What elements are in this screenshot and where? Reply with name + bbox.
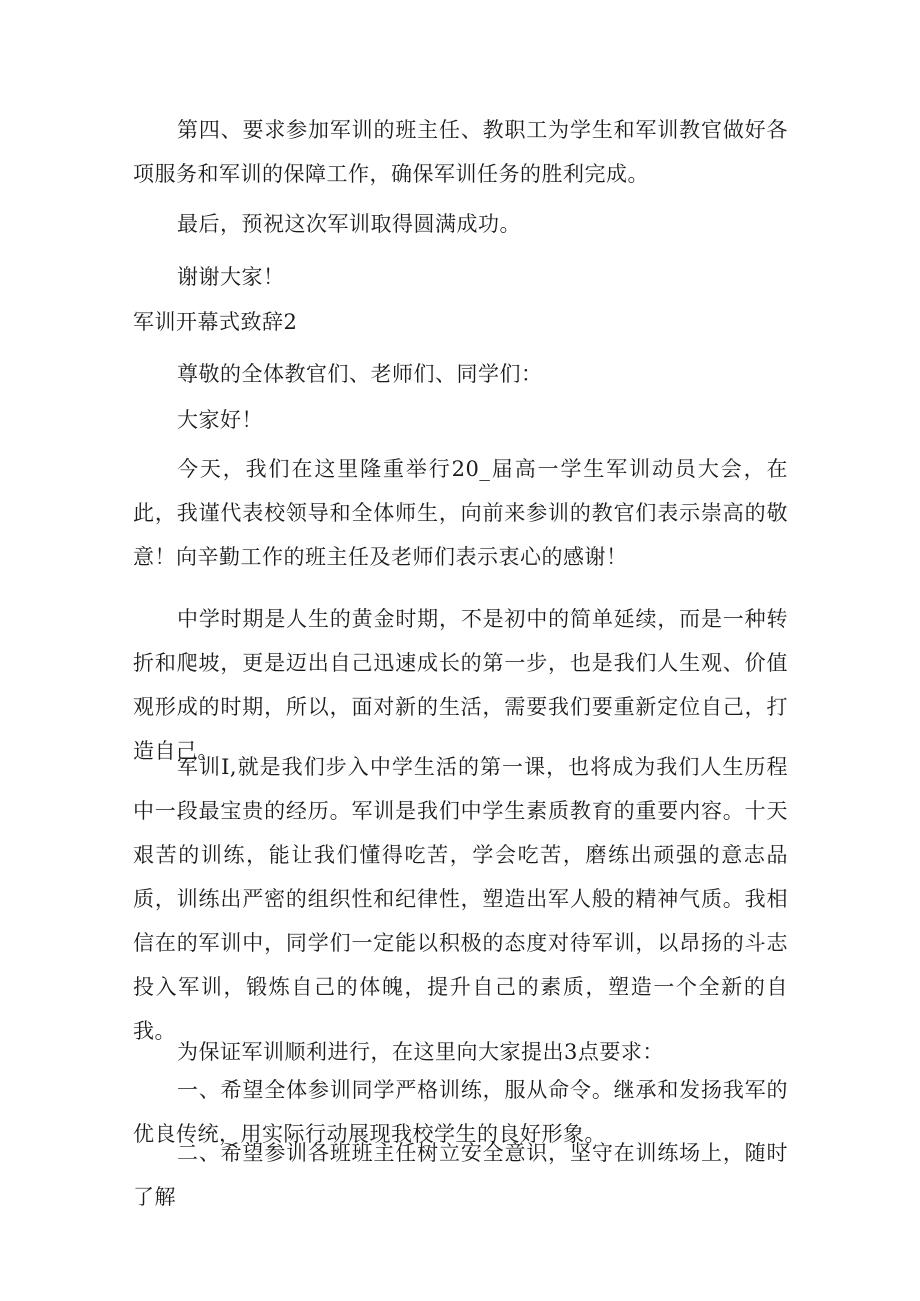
paragraph-thanks: 谢谢大家！ [177,265,285,289]
paragraph-closing-wish: 最后，预祝这次军训取得圆满成功。 [177,212,521,236]
paragraph-requirements-intro: 为保证军训顺利进行，在这里向大家提出3点要求： [177,1040,664,1064]
paragraph-requirement-four: 第四、要求参加军训的班主任、教职工为学生和军训教官做好各项服务和军训的保障工作，确保军训任务的胜利完成。 [133,118,788,186]
paragraph-greeting: 大家好！ [177,408,263,432]
paragraph-salutation: 尊敬的全体教官们、老师们、同学们： [177,362,543,386]
paragraph-requirement-two: 二、希望参训各班班主任树立安全意识，坚守在训练场上，随时了解 [133,1141,788,1209]
paragraph-military-training: 军训I,就是我们步入中学生活的第一课，也将成为我们人生历程中一段最宝贵的经历。军训是我们中学生素质教育的重要内容。十天艰苦的训练，能让我们懂得吃苦，学会吃苦，磨练出顽强的意志品质，训练出严密的组织性和纪律性，塑造出军人般的精神气质。我相信在的军训中，同学们一定能以积极的态度对待军训，以昂扬的斗志投入军训，锻炼自己的体魄，提升自己的素质，塑造一个全新的自我。 [133,755,788,1043]
paragraph-opening: 今天，我们在这里隆重举行20_届高一学生军训动员大会，在此，我谨代表校领导和全体师生，向前来参训的教官们表示崇高的敬意！向辛勤工作的班主任及老师们表示衷心的感谢！ [133,457,788,569]
paragraph-high-school-period: 中学时期是人生的黄金时期，不是初中的简单延续，而是一种转折和爬坡，更是迈出自己迅速成长的第一步，也是我们人生观、价值观形成的时期，所以，面对新的生活，需要我们要重新定位自己，打造自己。 [133,607,788,763]
paragraph-requirement-one: 一、希望全体参训同学严格训练，服从命令。继承和发扬我军的优良传统，用实际行动展现我校学生的良好形象。 [133,1078,788,1146]
section-heading: 军训开幕式致辞2 [133,310,298,334]
